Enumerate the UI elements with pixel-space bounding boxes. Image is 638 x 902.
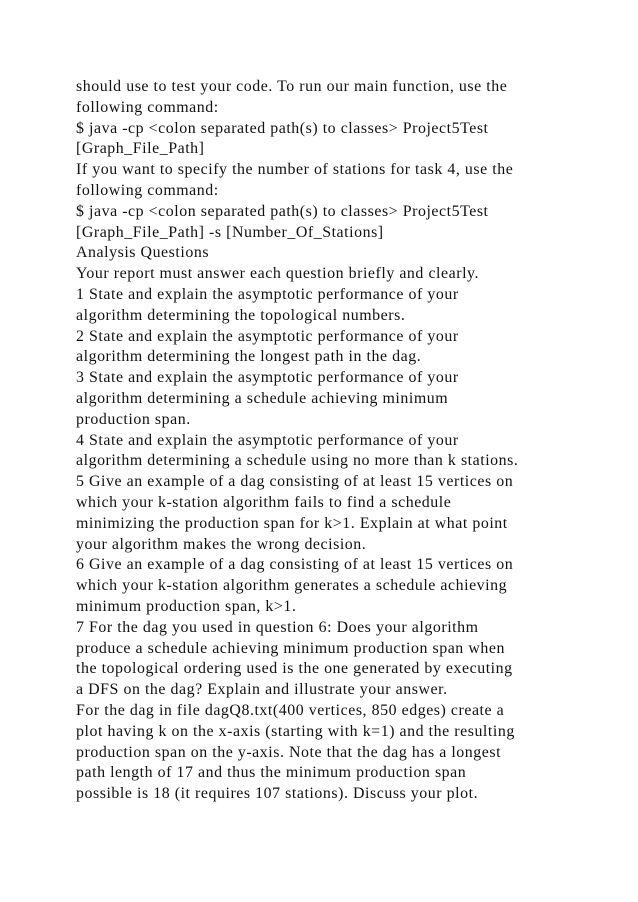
section-intro: Your report must answer each question briefly and clearly. xyxy=(76,265,480,283)
question-3-line-1: 3 State and explain the asymptotic performance of your xyxy=(76,369,459,387)
document-page xyxy=(76,77,621,805)
question-5-line-3: minimizing the production span for k>1. Explain at what point xyxy=(76,514,508,532)
question-5-line-1: 5 Give an example of a dag consisting of at least 15 vertices on xyxy=(76,473,514,491)
text-line-2: following command: xyxy=(76,98,219,116)
question-5-line-4: your algorithm makes the wrong decision. xyxy=(76,535,367,553)
question-2-line-2: algorithm determining the longest path in the dag. xyxy=(76,348,422,366)
plot-task-line-5: possible is 18 (it requires 107 stations). Discuss your plot. xyxy=(76,785,479,803)
question-6-line-2: which your k-station algorithm generates a schedule achieving xyxy=(76,577,508,595)
plot-task-line-1: For the dag in file dagQ8.txt(400 vertices, 850 edges) create a xyxy=(76,701,505,719)
question-1-line-2: algorithm determining the topological numbers. xyxy=(76,306,406,324)
plot-task-line-3: production span on the y-axis. Note that the dag has a longest xyxy=(76,743,502,761)
question-5-line-2: which your k-station algorithm fails to find a schedule xyxy=(76,493,452,511)
text-line-5: If you want to specify the number of stations for task 4, use the xyxy=(76,161,514,179)
question-1-line-1: 1 State and explain the asymptotic performance of your xyxy=(76,285,459,303)
command-line-1-arg: [Graph_File_Path] xyxy=(76,140,205,158)
question-6-line-3: minimum production span, k>1. xyxy=(76,597,297,615)
command-line-2-args: [Graph_File_Path] -s [Number_Of_Stations] xyxy=(76,223,384,241)
question-3-line-3: production span. xyxy=(76,410,191,428)
question-4-line-1: 4 State and explain the asymptotic performance of your xyxy=(76,431,459,449)
question-6-line-1: 6 Give an example of a dag consisting of at least 15 vertices on xyxy=(76,556,514,574)
question-4-line-2: algorithm determining a schedule using no more than k stations. xyxy=(76,452,519,470)
command-line-2: $ java -cp <colon separated path(s) to classes> Project5Test xyxy=(76,202,489,220)
question-2-line-1: 2 State and explain the asymptotic performance of your xyxy=(76,327,459,345)
question-7-line-4: a DFS on the dag? Explain and illustrate your answer. xyxy=(76,681,448,699)
plot-task-line-4: path length of 17 and thus the minimum production span xyxy=(76,764,467,782)
question-7-line-2: produce a schedule achieving minimum production span when xyxy=(76,639,505,657)
command-line-1: $ java -cp <colon separated path(s) to classes> Project5Test xyxy=(76,119,489,137)
text-line-1: should use to test your code. To run our main function, use the xyxy=(76,78,508,95)
question-3-line-2: algorithm determining a schedule achieving minimum xyxy=(76,389,449,407)
question-7-line-3: the topological ordering used is the one generated by executing xyxy=(76,660,513,678)
section-heading: Analysis Questions xyxy=(76,244,210,262)
plot-task-line-2: plot having k on the x-axis (starting with k=1) and the resulting xyxy=(76,722,515,740)
question-7-line-1: 7 For the dag you used in question 6: Does your algorithm xyxy=(76,618,479,636)
text-line-6: following command: xyxy=(76,181,219,199)
